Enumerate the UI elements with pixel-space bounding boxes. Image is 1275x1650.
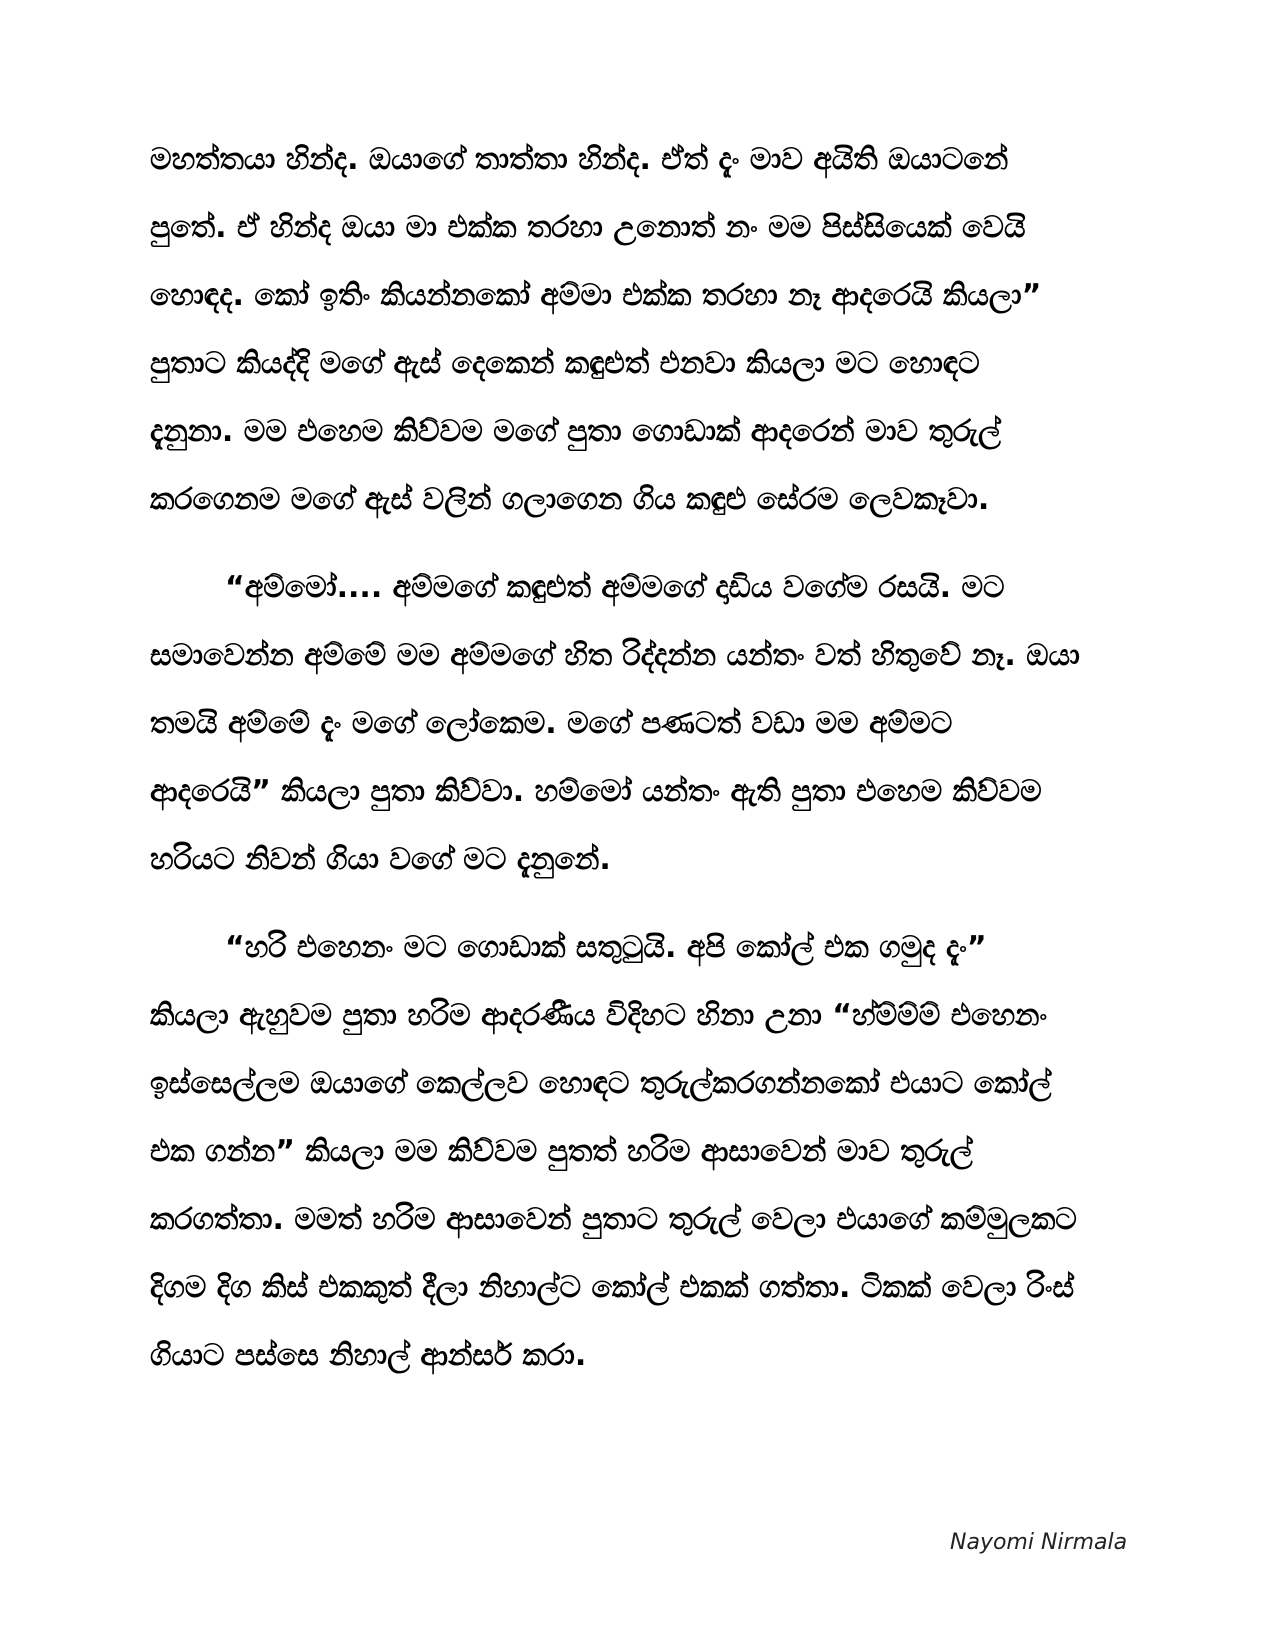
paragraph-3-line-7: ගියාට පස්සෙ නිහාල් ආන්සර් කරා.: [150, 1338, 587, 1373]
paragraph-1-line-5: දැනුනා. මම එහෙම කිව්වම මගේ පුතා ගොඩාක් ආදරෙන් මාව තුරුල්: [150, 414, 1001, 449]
paragraph-1-line-4: පුතාට කියද්දි මගේ ඇස් දෙකෙන් කඳුළුත් එනවා කියලා මට හොඳට: [150, 346, 980, 381]
paragraph-2-line-1: “අම්මෝ.... අම්මගේ කඳුළුත් අම්මගේ දාඩිය වගේම රසයි. මට: [225, 570, 1005, 605]
paragraph-2-line-5: හරියට නිවන් ගියා වගේ මට දැනුනේ.: [150, 842, 611, 877]
paragraph-2-line-3: තමයි අම්මේ දැං මගේ ලෝකෙම. මගේ පණටත් වඩා මම අම්මට: [150, 706, 953, 741]
paragraph-3-line-4: එක ගන්න” කියලා මම කිව්වම පුතත් හරිම ආසාවෙන් මාව තුරුල්: [150, 1134, 973, 1169]
paragraph-3-line-3: ඉස්සෙල්ලම ඔයාගේ කෙල්ලව හොඳට තුරුල්කරගන්නකෝ එයාට කෝල්: [150, 1066, 1052, 1101]
paragraph-1-line-3: හොඳද. කෝ ඉතිං කියන්නකෝ අම්මා එක්ක තරහා නෑ ආදරෙයි කියලා”: [150, 278, 1042, 313]
paragraph-1-line-2: පුතේ. ඒ හින්ද ඔයා මා එක්ක තරහා උනොත් නං මම පිස්සියෙක් වෙයි: [150, 210, 1026, 245]
paragraph-3-line-5: කරගත්තා. මමත් හරිම ආසාවෙන් පුතාට තුරුල් වෙලා එයාගේ කම්මුලකට: [150, 1202, 1077, 1237]
paragraph-1-line-6: කරගෙනම මගේ ඇස් වලින් ගලාගෙන ගිය කඳුළු සේරම ලෙවකෑවා.: [150, 482, 990, 517]
paragraph-2-line-4: ආදරෙයි” කියලා පුතා කිව්වා. හම්මෝ යන්තං ඇති පුතා එහෙම කිව්වම: [150, 774, 1042, 809]
paragraph-1-line-1: මහත්තයා හින්ද. ඔයාගේ තාත්තා හින්ද. ඒත් දැං මාව අයිති ඔයාටනේ: [150, 142, 1009, 177]
paragraph-3-line-2: කියලා ඇහුවම පුතා හරිම ආදරණීය විදිහට හිනා උනා “හ්ම්ම්ම් එහෙනං: [150, 998, 1048, 1033]
paragraph-2-line-2: සමාවෙන්න අම්මේ මම අම්මගේ හිත රිද්දන්න යන්තං වත් හිතුවේ නෑ. ඔයා: [150, 638, 1080, 673]
paragraph-3-line-1: “හරි එහෙනං මට ගොඩාක් සතුටුයි. අපි කෝල් එක ගමුද දැං”: [225, 930, 987, 965]
author-signature: Nayomi Nirmala: [950, 1530, 1128, 1555]
paragraph-3-line-6: දිගම දිග කිස් එකකුත් දීලා නිහාල්ට කෝල් එකක් ගත්තා. ටිකක් වෙලා රිංස්: [150, 1270, 1075, 1305]
